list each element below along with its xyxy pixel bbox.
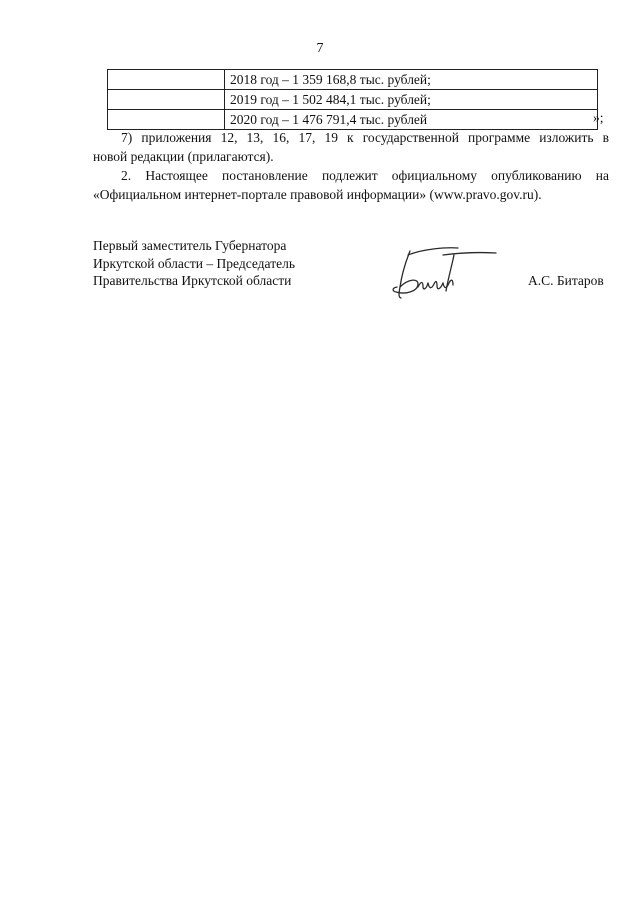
table-value-cell: 2020 год – 1 476 791,4 тыс. рублей bbox=[225, 110, 598, 130]
signer-title-line: Иркутской области – Председатель bbox=[93, 255, 295, 271]
funding-table bbox=[107, 69, 598, 130]
handwritten-signature bbox=[388, 243, 506, 305]
paragraph-line: новой редакции (прилагаются). bbox=[93, 149, 274, 164]
table-value-cell: 2019 год – 1 502 484,1 тыс. рублей; bbox=[225, 90, 598, 110]
signer-title-line: Первый заместитель Губернатора bbox=[93, 238, 287, 253]
paragraph-line: «Официальном интернет-портале правовой информации» (www.pravo.gov.ru). bbox=[93, 187, 542, 202]
table-label-cell bbox=[108, 110, 225, 130]
page-number: 7 bbox=[316, 41, 324, 56]
paragraph-line: 2. Настоящее постановление подлежит официальному опубликованию на bbox=[121, 168, 609, 183]
table-row bbox=[108, 110, 598, 130]
closing-quote-mark: »; bbox=[593, 110, 604, 125]
signer-title-line: Правительства Иркутской области bbox=[93, 273, 292, 288]
table-value-cell: 2018 год – 1 359 168,8 тыс. рублей; bbox=[225, 70, 598, 90]
table-label-cell bbox=[108, 90, 225, 110]
signer-name: А.С. Битаров bbox=[528, 273, 604, 288]
paragraph-item-2 bbox=[93, 166, 609, 204]
table-row bbox=[108, 90, 598, 110]
paragraph-line: 7) приложения 12, 13, 16, 17, 19 к государственной программе изложить в bbox=[121, 130, 609, 145]
signer-title bbox=[93, 237, 295, 290]
table-label-cell bbox=[108, 70, 225, 90]
table-row bbox=[108, 70, 598, 90]
paragraph-item-7 bbox=[93, 128, 609, 166]
